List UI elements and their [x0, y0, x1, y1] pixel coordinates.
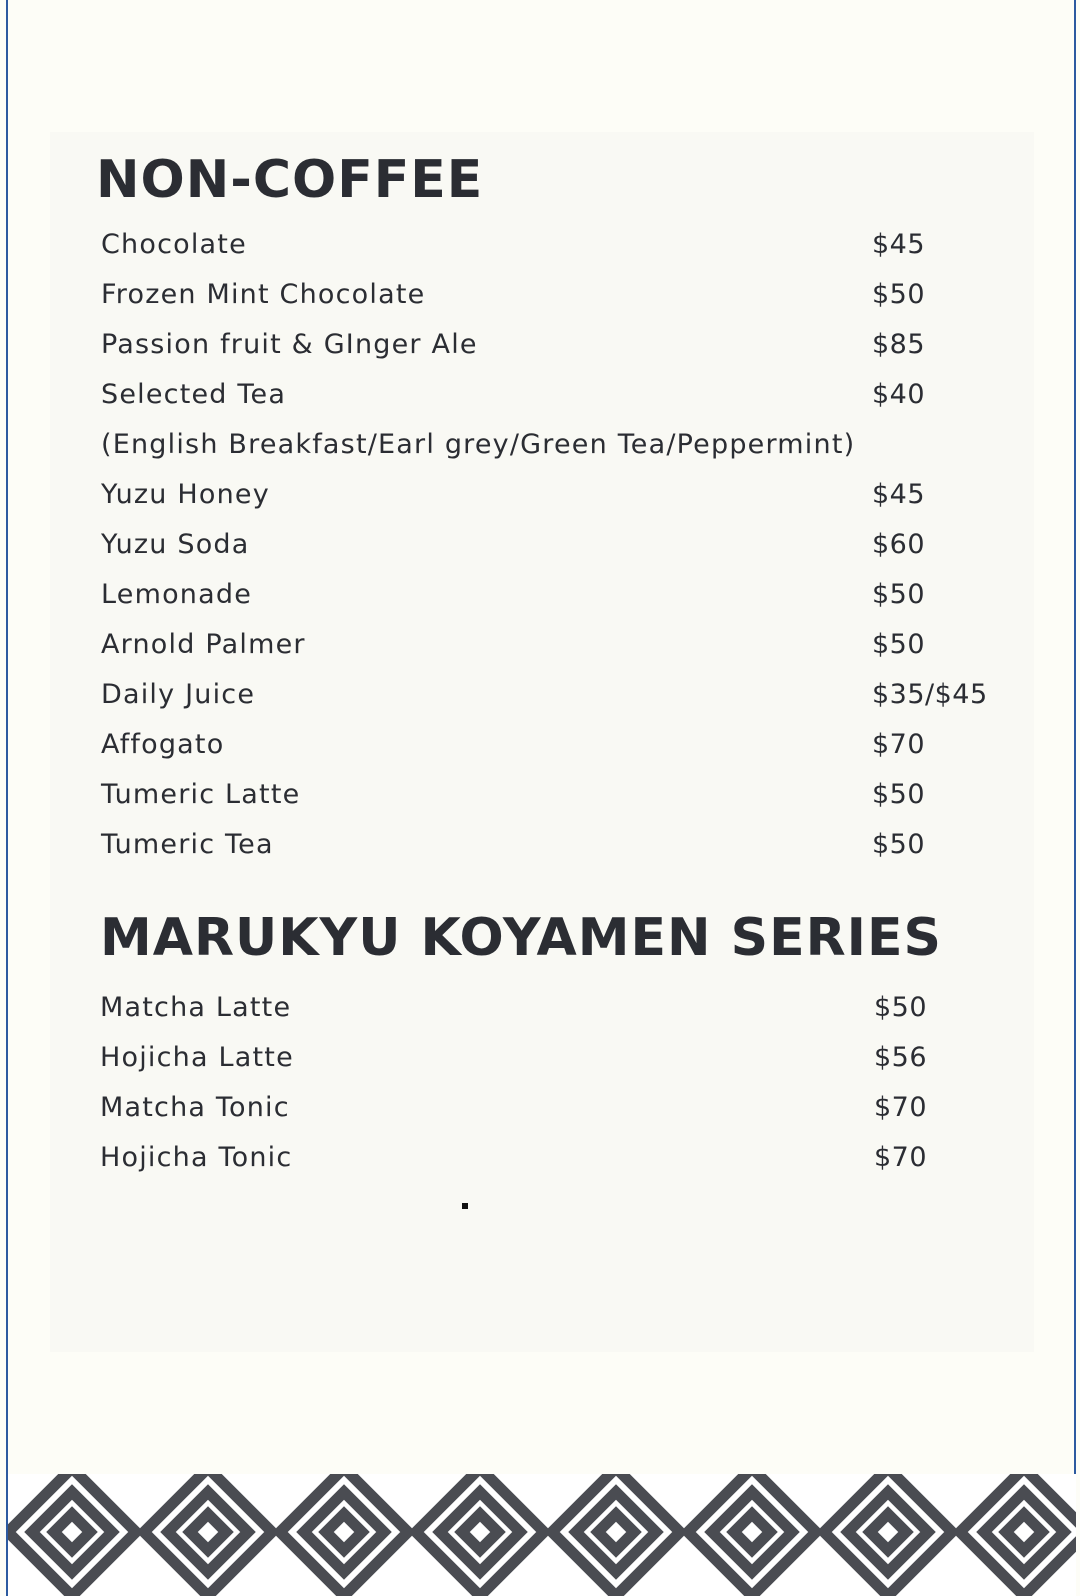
item-name: Daily Juice [101, 679, 256, 710]
item-price: $70 [874, 1092, 928, 1123]
menu-item [101, 675, 1001, 715]
menu-item [101, 725, 1001, 765]
menu-item [101, 825, 1001, 865]
menu-item [101, 575, 1001, 615]
menu-item [100, 1088, 1000, 1128]
item-name: Hojicha Latte [100, 1042, 294, 1073]
item-name: Tumeric Latte [101, 779, 301, 810]
item-price: $40 [872, 379, 926, 410]
item-name: Matcha Latte [100, 992, 292, 1023]
menu-item-note [101, 425, 1001, 465]
item-name: Passion fruit & GInger Ale [101, 329, 478, 360]
item-price: $50 [872, 779, 926, 810]
menu-item [100, 1038, 1000, 1078]
item-name: Selected Tea [101, 379, 287, 410]
menu-item [101, 325, 1001, 365]
item-price: $35/$45 [872, 679, 988, 710]
menu-item [101, 225, 1001, 265]
item-name: Tumeric Tea [101, 829, 274, 860]
menu-item [101, 775, 1001, 815]
menu-item [101, 475, 1001, 515]
item-price: $70 [872, 729, 926, 760]
item-price: $45 [872, 229, 926, 260]
menu-item [101, 625, 1001, 665]
item-name: Yuzu Honey [101, 479, 270, 510]
item-price: $70 [874, 1142, 928, 1173]
stray-dot [462, 1203, 468, 1209]
menu-item [100, 1138, 1000, 1178]
item-name: Affogato [101, 729, 225, 760]
section-title-marukyu-koyamen: MARUKYU KOYAMEN SERIES [100, 908, 942, 968]
item-price: $56 [874, 1042, 928, 1073]
item-price: $45 [872, 479, 926, 510]
item-name: Frozen Mint Chocolate [101, 279, 426, 310]
section-title-non-coffee: NON-COFFEE [96, 150, 484, 210]
item-name: Chocolate [101, 229, 247, 260]
item-price: $50 [872, 579, 926, 610]
item-price: $50 [872, 829, 926, 860]
item-price: $60 [872, 529, 926, 560]
menu-item [100, 988, 1000, 1028]
item-name: Lemonade [101, 579, 253, 610]
menu-item [101, 525, 1001, 565]
decorative-pattern [8, 1474, 1076, 1596]
menu-page [6, 0, 1076, 1596]
item-name: Matcha Tonic [100, 1092, 290, 1123]
item-name: Hojicha Tonic [100, 1142, 293, 1173]
menu-item [101, 375, 1001, 415]
diamond-pattern [8, 1474, 1076, 1596]
item-name: Yuzu Soda [101, 529, 250, 560]
item-price: $85 [872, 329, 926, 360]
item-price: $50 [874, 992, 928, 1023]
item-price: $50 [872, 279, 926, 310]
item-name: Arnold Palmer [101, 629, 306, 660]
menu-item [101, 275, 1001, 315]
item-price: $50 [872, 629, 926, 660]
item-name: (English Breakfast/Earl grey/Green Tea/Peppermint) [101, 429, 856, 460]
